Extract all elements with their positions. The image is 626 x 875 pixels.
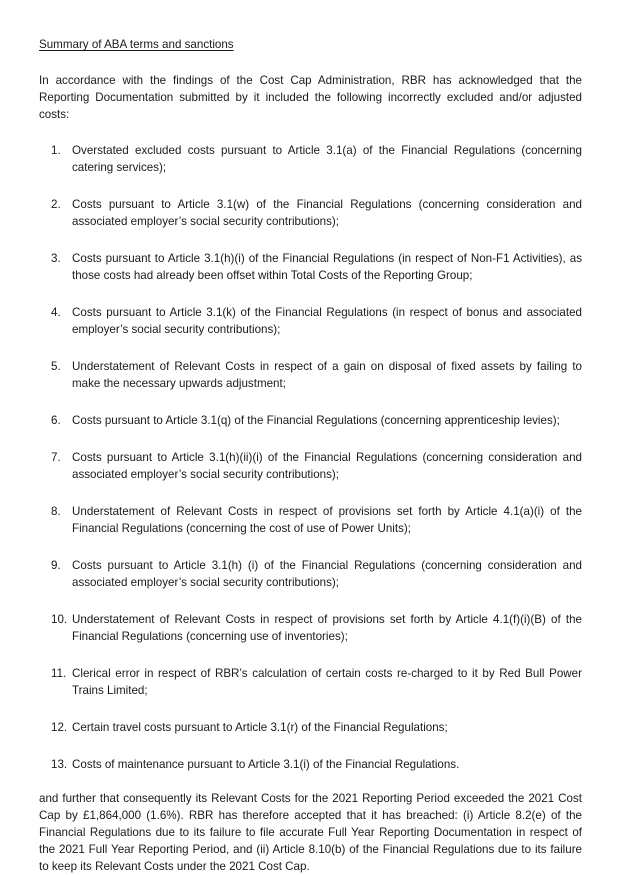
item-number: 9. (51, 559, 61, 572)
item-number: 4. (51, 306, 61, 319)
list-item (39, 196, 582, 230)
item-text: Understatement of Relevant Costs in respect of provisions set forth by Article 4.1(f)(i)(B) of the Financial Regulations (concerning use of inventories); (72, 613, 582, 643)
list-item (39, 611, 582, 645)
item-number: 7. (51, 451, 61, 464)
list-item (39, 665, 582, 699)
item-text: Understatement of Relevant Costs in respect of a gain on disposal of fixed assets by failing to make the necessary upwards adjustment; (72, 360, 582, 390)
item-text: Clerical error in respect of RBR’s calculation of certain costs re-charged to it by Red Bull Power Trains Limited; (72, 667, 582, 697)
item-number: 13. (51, 758, 68, 771)
list-item (39, 412, 582, 429)
item-text: Costs pursuant to Article 3.1(h)(ii)(i) of the Financial Regulations (concerning consideration and associated employer’s social security contributions); (72, 451, 582, 481)
list-item (39, 719, 582, 736)
list-item (39, 250, 582, 284)
item-text: Certain travel costs pursuant to Article 3.1(r) of the Financial Regulations; (72, 721, 448, 734)
list-item (39, 304, 582, 338)
item-text: Costs pursuant to Article 3.1(h)(i) of the Financial Regulations (in respect of Non-F1 Activities), as those costs had already been offset within Total Costs of the Reporting Group; (72, 252, 582, 282)
cost-items-list (39, 142, 582, 773)
item-text: Overstated excluded costs pursuant to Article 3.1(a) of the Financial Regulations (concerning catering services); (72, 144, 582, 174)
item-number: 5. (51, 360, 61, 373)
item-number: 11. (51, 667, 67, 680)
item-text: Costs pursuant to Article 3.1(k) of the Financial Regulations (in respect of bonus and associated employer’s social security contributions); (72, 306, 582, 336)
item-text: Costs pursuant to Article 3.1(w) of the Financial Regulations (concerning consideration and associated employer’s social security contributions); (72, 198, 582, 228)
item-number: 8. (51, 505, 61, 518)
item-text: Costs of maintenance pursuant to Article 3.1(i) of the Financial Regulations. (72, 758, 460, 771)
item-number: 3. (51, 252, 61, 265)
item-number: 6. (51, 414, 61, 427)
closing-paragraph: and further that consequently its Relevant Costs for the 2021 Reporting Period exceeded the 2021 Cost Cap by £1,864,000 (1.6%). RBR has therefore accepted that it has breached: (i) Article 8.2(e) of the Financial Regulations due to its failure to file accurate Full Year Reporting Documentation in respect of the 2021 Full Year Reporting Period, and (ii) Article 8.10(b) of the Financial Regulations due to its failure to keep its Relevant Costs under the 2021 Cost Cap. (39, 792, 582, 873)
list-item (39, 449, 582, 483)
item-text: Costs pursuant to Article 3.1(h) (i) of the Financial Regulations (concerning consideration and associated employer’s social security contributions); (72, 559, 582, 589)
item-number: 10. (51, 613, 68, 626)
document-title: Summary of ABA terms and sanctions (39, 38, 234, 51)
item-text: Costs pursuant to Article 3.1(q) of the Financial Regulations (concerning apprenticeship levies); (72, 414, 560, 427)
item-number: 2. (51, 198, 61, 211)
document-page (39, 36, 582, 875)
item-number: 12. (51, 721, 68, 734)
list-item (39, 503, 582, 537)
item-text: Understatement of Relevant Costs in respect of provisions set forth by Article 4.1(a)(i) of the Financial Regulations (concerning the cost of use of Power Units); (72, 505, 582, 535)
list-item (39, 557, 582, 591)
list-item (39, 142, 582, 176)
list-item (39, 358, 582, 392)
item-number: 1. (51, 144, 61, 157)
intro-paragraph: In accordance with the findings of the Cost Cap Administration, RBR has acknowledged that the Reporting Documentation submitted by it included the following incorrectly excluded and/or adjusted costs: (39, 74, 582, 121)
list-item (39, 756, 582, 773)
